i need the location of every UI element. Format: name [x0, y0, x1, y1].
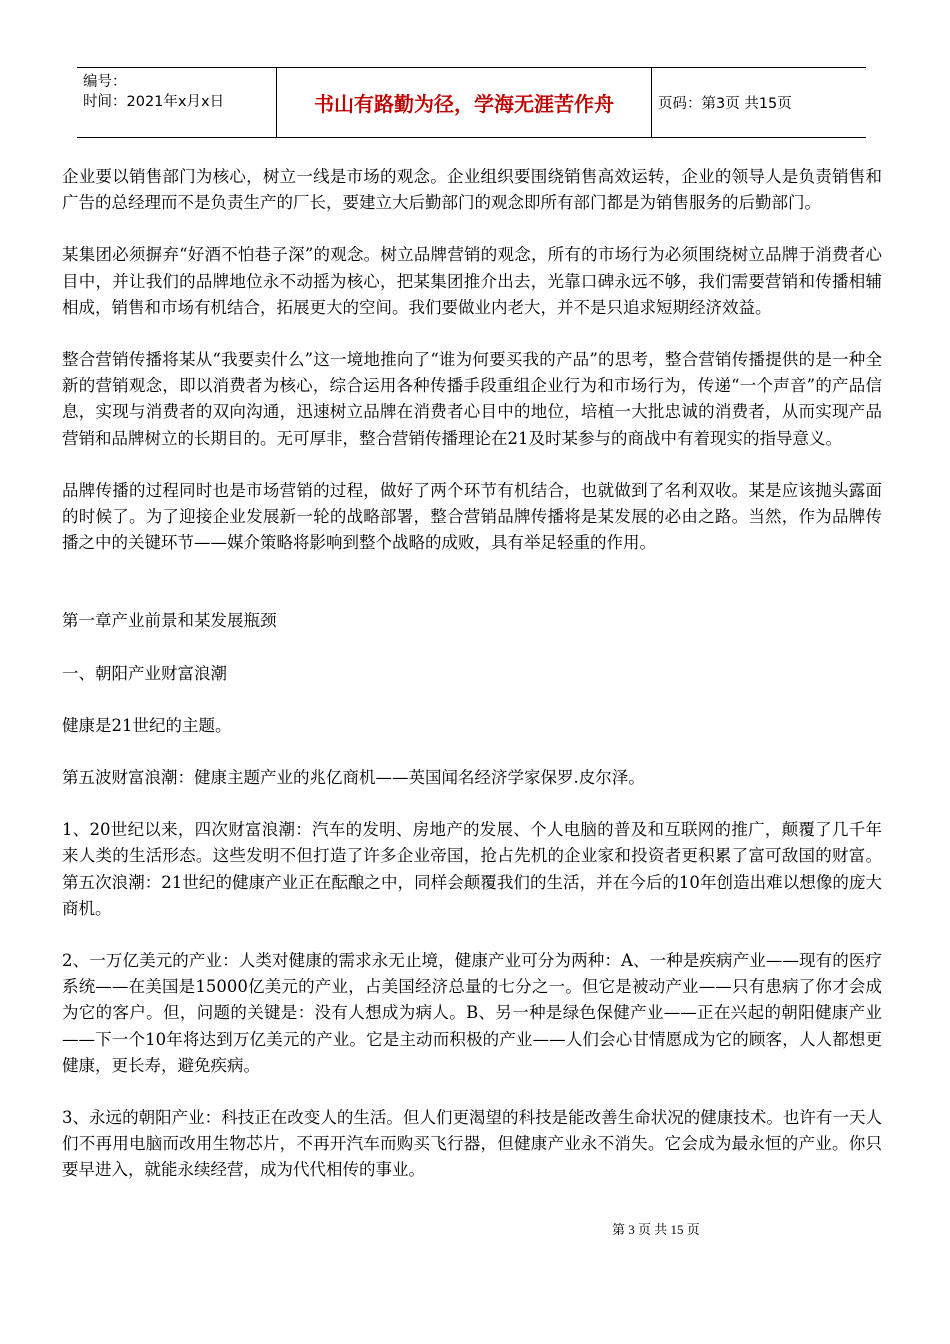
page-header: [77, 67, 866, 138]
body-paragraph: 整合营销传播将某从“我要卖什么”这一境地推向了“谁为何要买我的产品”的思考，整合营销传播提供的是一种全新的营销观念，即以消费者为核心，综合运用各种传播手段重组企业行为和市场行为，传递“一个声音”的产品信息，实现与消费者的双向沟通，迅速树立品牌在消费者心目中的地位，培植一大批忠诚的消费者，从而实现产品营销和品牌树立的长期目的。无可厚非，整合营销传播理论在21及时某参与的商战中有着现实的指导意义。: [62, 350, 882, 448]
document-date-label: 时间：2021年x月x日: [83, 94, 225, 110]
list-item-paragraph: 3、永远的朝阳产业：科技正在改变人的生活。但人们更渴望的科技是能改善生命状况的健康技术。也许有一天人们不再用电脑而改用生物芯片，不再开汽车而购买飞行器，但健康产业永不消失。它会成为最永恒的产业。你只要早进入，就能永续经营，成为代代相传的事业。: [62, 1108, 882, 1180]
header-motto: 书山有路勤为径，学海无涯苦作舟: [277, 68, 652, 137]
page-footer: 第 3 页 共 15 页: [612, 1222, 700, 1237]
body-paragraph: 健康是21世纪的主题。: [62, 715, 232, 735]
section-heading: 一、朝阳产业财富浪潮: [62, 663, 227, 683]
list-item-paragraph: 1、20世纪以来，四次财富浪潮：汽车的发明、房地产的发展、个人电脑的普及和互联网的推广，颠覆了几千年来人类的生活形态。这些发明不但打造了许多企业帝国，抢占先机的企业家和投资者更积累了富可敌国的财富。第五次浪潮：21世纪的健康产业正在酝酿之中，同样会颠覆我们的生活，并在今后的10年创造出难以想像的庞大商机。: [62, 820, 882, 918]
chapter-heading: 第一章产业前景和某发展瓶颈: [62, 611, 277, 631]
document-number-label: 编号：: [83, 74, 127, 90]
body-paragraph: 第五波财富浪潮：健康主题产业的兆亿商机——英国闻名经济学家保罗.皮尔泽。: [62, 768, 645, 788]
document-body: [62, 164, 882, 1184]
body-paragraph: 企业要以销售部门为核心，树立一线是市场的观念。企业组织要围绕销售高效运转，企业的领导人是负责销售和广告的总经理而不是负责生产的厂长，要建立大后勤部门的观念即所有部门都是为销售服务的后勤部门。: [62, 167, 882, 213]
list-item-paragraph: 2、一万亿美元的产业：人类对健康的需求永无止境，健康产业可分为两种：A、一种是疾病产业——现有的医疗系统——在美国是15000亿美元的产业，占美国经济总量的七分之一。但它是被动产业——只有患病了你才会成为它的客户。但，问题的关键是：没有人想成为病人。B、另一种是绿色保健产业——正在兴起的朝阳健康产业——下一个10年将达到万亿美元的产业。它是主动而积极的产业——人们会心甘情愿成为它的顾客，人人都想更健康，更长寿，避免疾病。: [62, 951, 882, 1075]
body-paragraph: 品牌传播的过程同时也是市场营销的过程，做好了两个环节有机结合，也就做到了名利双收。某是应该抛头露面的时候了。为了迎接企业发展新一轮的战略部署，整合营销品牌传播将是某发展的必由之路。当然，作为品牌传播之中的关键环节——媒介策略将影响到整个战略的成败，具有举足轻重的作用。: [62, 480, 882, 553]
body-paragraph: 某集团必须摒弃“好酒不怕巷子深”的观念。树立品牌营销的观念，所有的市场行为必须围绕树立品牌于消费者心目中，并让我们的品牌地位永不动摇为核心，把某集团推介出去，光靠口碑永远不够，我们需要营销和传播相辅相成，销售和市场有机结合，拓展更大的空间。我们要做业内老大，并不是只追求短期经济效益。: [62, 245, 882, 317]
header-left-cell: [77, 68, 277, 137]
header-page-info: 页码：第3页 共15页: [658, 96, 792, 112]
